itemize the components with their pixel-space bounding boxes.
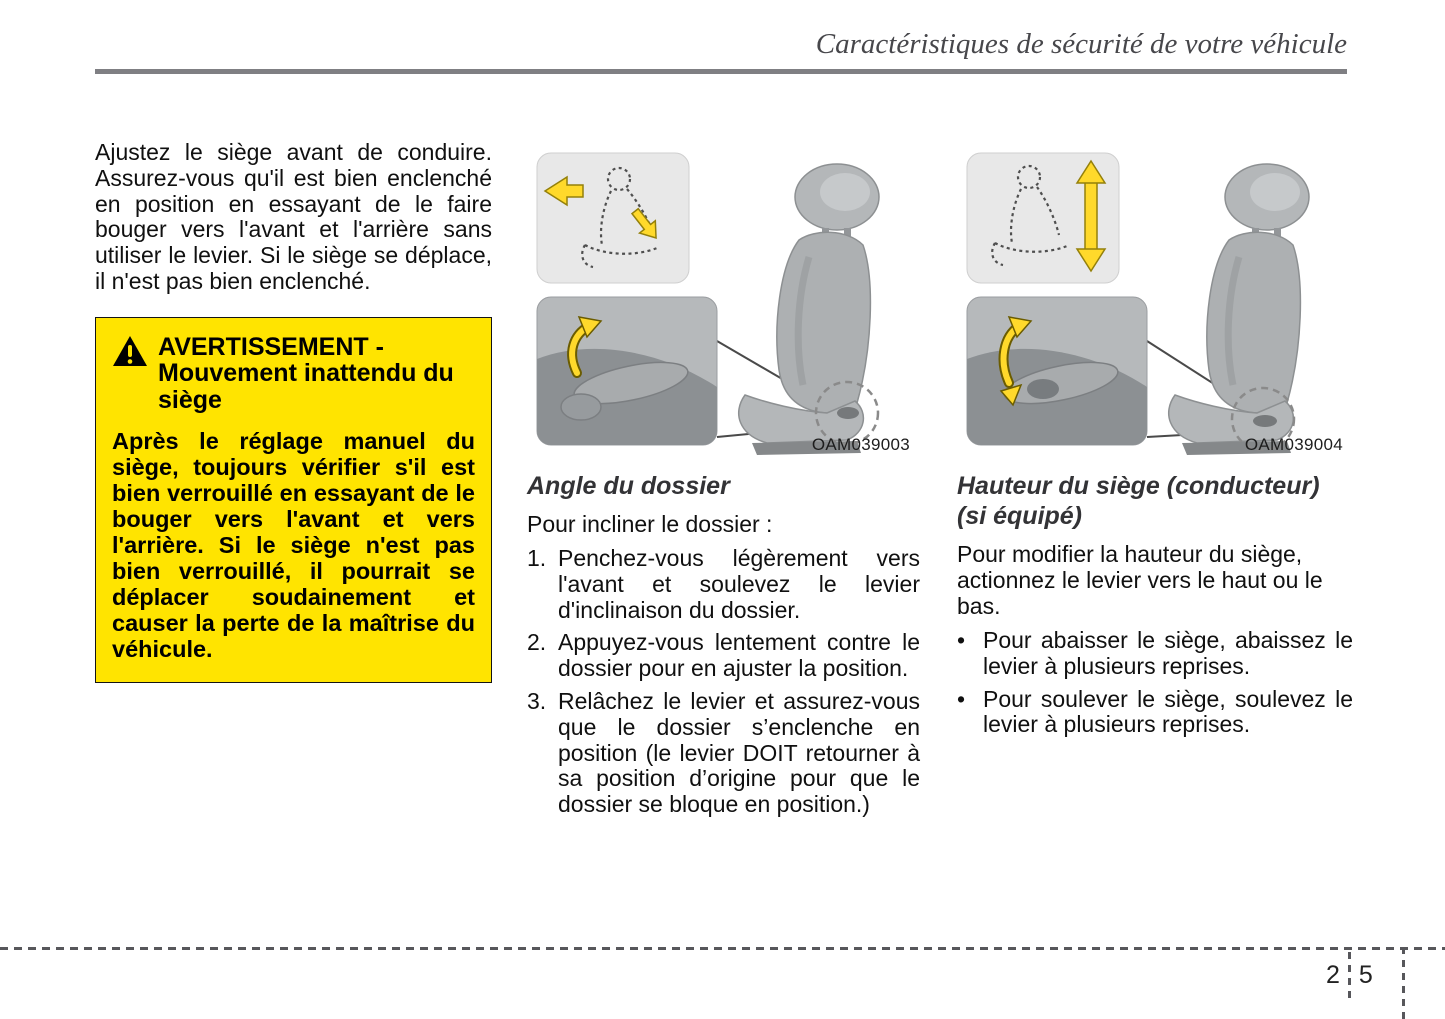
- bullet-text: Pour abaisser le siège, abaissez le levier à plusieurs reprises.: [983, 627, 1353, 679]
- section-intro-height: Pour modifier la hauteur du siège, actionnez le levier vers le haut ou le bas.: [957, 541, 1323, 619]
- page-number-divider: [1348, 952, 1351, 1002]
- bullet-marker: •: [957, 627, 966, 653]
- step-item: [527, 546, 920, 623]
- step-text: Relâchez le levier et assurez-vous que le dossier s’enclenche en position (le levier DOIT retourner à sa position d’origine pour que le dossier se bloque en position.): [558, 687, 920, 818]
- section-heading-height: Hauteur du siège (conducteur) (si équipé): [957, 472, 1320, 530]
- height-motion-inset: [967, 153, 1119, 283]
- warning-title-line2: Mouvement inattendu du siège: [158, 359, 454, 414]
- seat-recline-illustration: [527, 145, 920, 457]
- intro-paragraph: Ajustez le siège avant de conduire. Assurez-vous qu'il est bien enclenché en position en essayant de le faire bouger vers l'avant et l'arrière sans utiliser le levier. Si le siège se déplace, il n'est pas bien enclenché.: [95, 139, 492, 294]
- seat-recline-drawing: [527, 145, 920, 457]
- recline-motion-inset: [537, 153, 689, 283]
- step-number: 3.: [527, 687, 547, 714]
- warning-title: [158, 334, 475, 414]
- step-number: 1.: [527, 545, 547, 571]
- step-item: [527, 630, 920, 682]
- section-intro-recline: Pour incliner le dossier :: [527, 511, 773, 537]
- seat-height-drawing: [957, 145, 1350, 457]
- recline-steps-list: [527, 546, 920, 818]
- bullet-item: [957, 687, 1353, 739]
- car-seat-icon: [739, 164, 879, 455]
- height-bullets-list: [957, 628, 1353, 738]
- footer-vertical-dashed-line: [1402, 947, 1405, 1019]
- warning-title-line1: AVERTISSEMENT -: [158, 332, 384, 361]
- bullet-text: Pour soulever le siège, soulevez le levier à plusieurs reprises.: [983, 685, 1353, 738]
- height-lever-inset: [967, 297, 1147, 445]
- image-label: OAM039003: [811, 435, 910, 454]
- step-number: 2.: [527, 629, 547, 656]
- page-number: [1326, 952, 1373, 1002]
- bullet-item: [957, 628, 1353, 680]
- car-seat-icon: [1169, 164, 1309, 455]
- column-left: [95, 140, 492, 683]
- page-chapter-number: 2: [1326, 961, 1340, 989]
- image-label: OAM039004: [1244, 435, 1343, 454]
- column-middle: [527, 145, 920, 825]
- step-text: Appuyez-vous lentement contre le dossier pour en ajuster la position.: [558, 629, 920, 682]
- recline-lever-inset: [537, 297, 717, 445]
- footer-dashed-rule: [0, 947, 1445, 950]
- page-header-title: Caractéristiques de sécurité de votre véhicule: [815, 28, 1347, 60]
- bullet-marker: •: [957, 685, 966, 712]
- step-item: [527, 689, 920, 818]
- page-sequence-number: 5: [1358, 961, 1373, 989]
- warning-box: [95, 317, 492, 684]
- warning-header: [112, 334, 475, 414]
- seat-height-illustration: [957, 145, 1353, 457]
- section-heading-recline: Angle du dossier: [527, 472, 730, 500]
- warning-triangle-icon: [112, 335, 148, 367]
- column-right: [957, 145, 1353, 745]
- header-rule: [95, 69, 1347, 74]
- warning-body: Après le réglage manuel du siège, toujours vérifier s'il est bien verrouillé en essayant de le bouger vers l'avant et vers l'arrière. Si le siège n'est pas bien verrouillé, il pourrait se déplacer soudainement et causer la perte de la maîtrise du véhicule.: [112, 428, 475, 663]
- step-text: Penchez-vous légèrement vers l'avant et soulevez le levier d'inclinaison du dossier.: [558, 545, 920, 623]
